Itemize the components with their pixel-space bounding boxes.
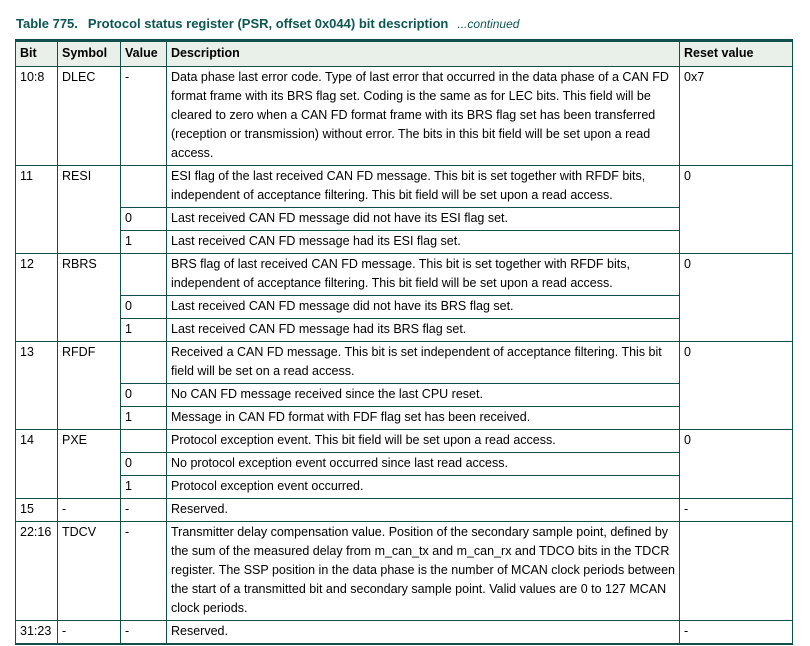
table-row	[16, 166, 793, 208]
column-header-value: Value	[121, 41, 167, 67]
column-header-description: Description	[167, 41, 680, 67]
value-cell	[121, 166, 167, 208]
symbol-cell: TDCV	[58, 522, 121, 621]
description-cell: Protocol exception event occurred.	[167, 476, 680, 499]
symbol-cell: RESI	[58, 166, 121, 254]
symbol-cell: -	[58, 621, 121, 645]
description-cell: No CAN FD message received since the last CPU reset.	[167, 384, 680, 407]
bit-cell: 10:8	[16, 67, 58, 166]
reset-value-cell: 0	[680, 430, 793, 499]
value-sub-row	[16, 231, 793, 254]
bit-cell: 11	[16, 166, 58, 254]
bit-cell: 13	[16, 342, 58, 430]
header-row	[16, 41, 793, 67]
column-header-bit: Bit	[16, 41, 58, 67]
table-row	[16, 499, 793, 522]
table-number: Table 775.	[16, 16, 78, 31]
value-sub-row	[16, 296, 793, 319]
reset-value-cell: -	[680, 621, 793, 645]
description-cell: No protocol exception event occurred since last read access.	[167, 453, 680, 476]
description-cell: Data phase last error code. Type of last error that occurred in the data phase of a CAN FD format frame with its BRS flag set. Coding is the same as for LEC bits. This field will be cleared to zero when a CAN FD format frame with its BRS flag set has been transferred (reception or transmission) without error. The bits in this bit field will be set upon a read access.	[167, 67, 680, 166]
value-cell: -	[121, 522, 167, 621]
description-cell: Reserved.	[167, 499, 680, 522]
value-cell: 1	[121, 231, 167, 254]
value-cell: 0	[121, 296, 167, 319]
value-cell: 1	[121, 476, 167, 499]
value-cell: -	[121, 67, 167, 166]
column-header-reset-value: Reset value	[680, 41, 793, 67]
description-cell: Last received CAN FD message did not have its BRS flag set.	[167, 296, 680, 319]
description-cell: Message in CAN FD format with FDF flag set has been received.	[167, 407, 680, 430]
value-cell: 1	[121, 319, 167, 342]
value-cell: -	[121, 621, 167, 645]
value-cell	[121, 342, 167, 384]
reset-value-cell: 0	[680, 254, 793, 342]
table-title-text: Protocol status register (PSR, offset 0x044) bit description	[87, 16, 449, 31]
register-bit-description-table	[15, 39, 793, 645]
value-cell	[121, 430, 167, 453]
reset-value-cell: 0	[680, 342, 793, 430]
table-row	[16, 430, 793, 453]
bit-cell: 15	[16, 499, 58, 522]
description-cell: Transmitter delay compensation value. Position of the secondary sample point, defined by the sum of the measured delay from m_can_tx and m_can_rx and TDCO bits in the TDCR register. The SSP position in the data phase is the number of MCAN clock periods between the start of a transmitted bit and secondary sample point. Valid values are 0 to 127 MCAN clock periods.	[167, 522, 680, 621]
table-row	[16, 522, 793, 621]
value-sub-row	[16, 319, 793, 342]
description-cell: ESI flag of the last received CAN FD message. This bit is set together with RFDF bits, independent of acceptance filtering. This bit field will be set upon a read access.	[167, 166, 680, 208]
bit-cell: 14	[16, 430, 58, 499]
value-cell: 1	[121, 407, 167, 430]
symbol-cell: RBRS	[58, 254, 121, 342]
table-row	[16, 342, 793, 384]
description-cell: Last received CAN FD message did not have its ESI flag set.	[167, 208, 680, 231]
description-cell: BRS flag of last received CAN FD message. This bit is set together with RFDF bits, independent of acceptance filtering. This bit field will be set upon a read access.	[167, 254, 680, 296]
value-cell: 0	[121, 208, 167, 231]
reset-value-cell: 0	[680, 166, 793, 254]
reset-value-cell: -	[680, 499, 793, 522]
bit-cell: 22:16	[16, 522, 58, 621]
value-cell	[121, 254, 167, 296]
value-cell: -	[121, 499, 167, 522]
table-row	[16, 254, 793, 296]
value-cell: 0	[121, 453, 167, 476]
value-sub-row	[16, 407, 793, 430]
description-cell: Last received CAN FD message had its BRS flag set.	[167, 319, 680, 342]
description-cell: Reserved.	[167, 621, 680, 645]
symbol-cell: -	[58, 499, 121, 522]
column-header-symbol: Symbol	[58, 41, 121, 67]
value-sub-row	[16, 208, 793, 231]
description-cell: Last received CAN FD message had its ESI flag set.	[167, 231, 680, 254]
value-sub-row	[16, 453, 793, 476]
reset-value-cell: 0x7	[680, 67, 793, 166]
value-sub-row	[16, 384, 793, 407]
description-cell: Received a CAN FD message. This bit is set independent of acceptance filtering. This bit field will be set on a read access.	[167, 342, 680, 384]
bit-cell: 12	[16, 254, 58, 342]
value-sub-row	[16, 476, 793, 499]
bit-cell: 31:23	[16, 621, 58, 645]
table-title	[16, 16, 794, 31]
symbol-cell: RFDF	[58, 342, 121, 430]
symbol-cell: PXE	[58, 430, 121, 499]
value-cell: 0	[121, 384, 167, 407]
table-row	[16, 67, 793, 166]
reset-value-cell	[680, 522, 793, 621]
table-title-continued: ...continued	[457, 17, 520, 31]
table-row	[16, 621, 793, 645]
description-cell: Protocol exception event. This bit field will be set upon a read access.	[167, 430, 680, 453]
symbol-cell: DLEC	[58, 67, 121, 166]
